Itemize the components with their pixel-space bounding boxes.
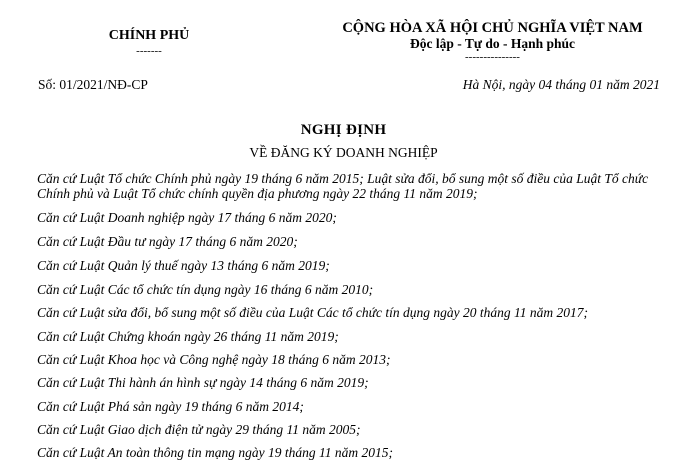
legal-basis-item: Căn cứ Luật Khoa học và Công nghệ ngày 18 tháng 6 năm 2013; [37, 352, 391, 367]
document-number: Số: 01/2021/NĐ-CP [38, 77, 148, 92]
legal-basis-item: Căn cứ Luật An toàn thông tin mạng ngày 19 tháng 11 năm 2015; [37, 445, 393, 460]
legal-basis-item: Căn cứ Luật Doanh nghiệp ngày 17 tháng 6 năm 2020; [37, 210, 337, 225]
issuing-agency: CHÍNH PHỦ [108, 28, 190, 43]
legal-basis-item: Căn cứ Luật Phá sản ngày 19 tháng 6 năm 2014; [37, 399, 304, 414]
legal-basis-item: Căn cứ Luật Chứng khoán ngày 26 tháng 11 năm 2019; [37, 329, 339, 344]
legal-basis-item: Căn cứ Luật Giao dịch điện tử ngày 29 tháng 11 năm 2005; [37, 422, 361, 437]
legal-basis-item: Căn cứ Luật Thi hành án hình sự ngày 14 tháng 6 năm 2019; [37, 375, 369, 390]
legal-basis-line: Chính phủ và Luật Tổ chức chính quyền địa phương ngày 22 tháng 11 năm 2019; [37, 186, 478, 201]
national-title: CỘNG HÒA XÃ HỘI CHỦ NGHĨA VIỆT NAM [342, 20, 643, 36]
national-motto: Độc lập - Tự do - Hạnh phúc [409, 36, 576, 51]
legal-basis-line: Căn cứ Luật Tổ chức Chính phủ ngày 19 tháng 6 năm 2015; Luật sửa đổi, bổ sung một số điều của Luật Tổ chức [37, 171, 649, 186]
motto-underline: --------------- [465, 51, 520, 63]
legal-basis-item [37, 171, 648, 201]
legal-basis-item: Căn cứ Luật Các tổ chức tín dụng ngày 16 tháng 6 năm 2010; [37, 282, 374, 297]
legal-basis-item: Căn cứ Luật sửa đổi, bổ sung một số điều của Luật Các tổ chức tín dụng ngày 20 tháng 11 năm 2017; [37, 305, 588, 320]
legal-basis-item: Căn cứ Luật Quản lý thuế ngày 13 tháng 6 năm 2019; [37, 258, 330, 273]
document-type-title: NGHỊ ĐỊNH [300, 122, 387, 138]
agency-underline: ------- [136, 45, 162, 57]
place-and-date: Hà Nội, ngày 04 tháng 01 năm 2021 [462, 77, 660, 92]
legal-basis-item: Căn cứ Luật Đầu tư ngày 17 tháng 6 năm 2020; [37, 234, 298, 249]
document-subject: VỀ ĐĂNG KÝ DOANH NGHIỆP [249, 145, 438, 160]
